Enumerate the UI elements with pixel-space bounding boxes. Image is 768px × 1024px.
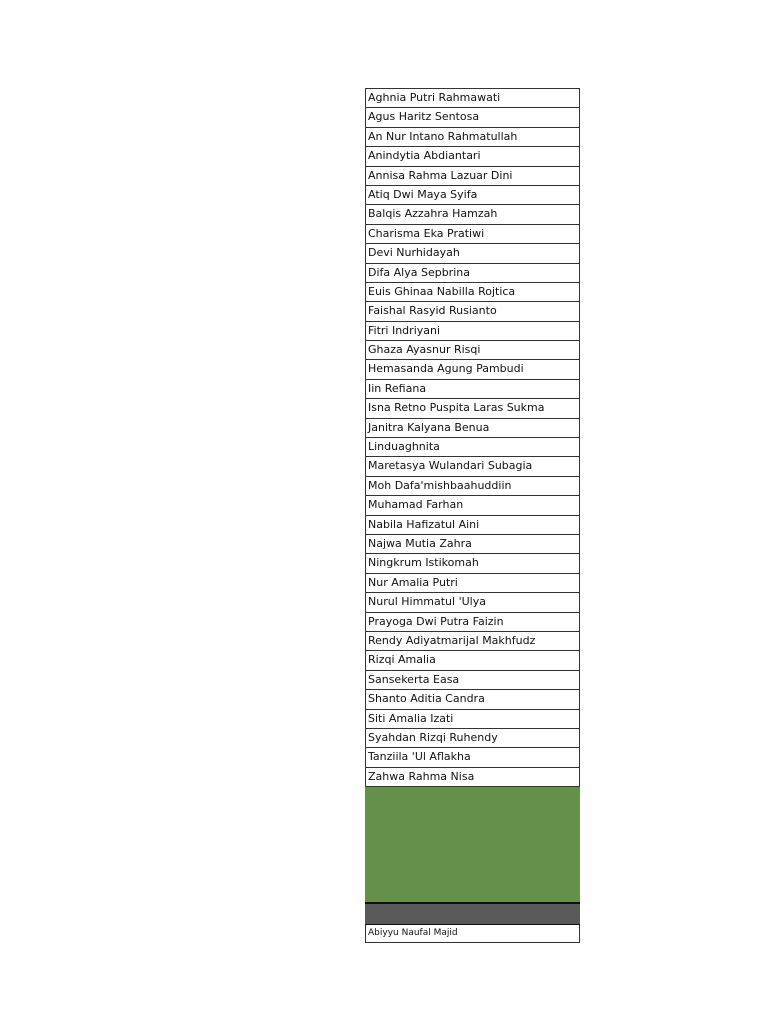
name-row: Janitra Kalyana Benua	[365, 419, 580, 438]
name-row: Rizqi Amalia	[365, 651, 580, 670]
name-row: Faishal Rasyid Rusianto	[365, 302, 580, 321]
name-row: Balqis Azzahra Hamzah	[365, 205, 580, 224]
name-row: Fitri Indriyani	[365, 322, 580, 341]
name-row: Euis Ghinaa Nabilla Rojtica	[365, 283, 580, 302]
name-row: Atiq Dwi Maya Syifa	[365, 186, 580, 205]
name-row: Devi Nurhidayah	[365, 244, 580, 263]
name-row: Siti Amalia Izati	[365, 710, 580, 729]
name-row: Syahdan Rizqi Ruhendy	[365, 729, 580, 748]
name-row: Zahwa Rahma Nisa	[365, 768, 580, 787]
name-table	[365, 88, 580, 943]
name-row: Nurul Himmatul 'Ulya	[365, 593, 580, 612]
name-list	[365, 88, 580, 787]
name-row: Aghnia Putri Rahmawati	[365, 89, 580, 108]
name-row: Shanto Aditia Candra	[365, 690, 580, 709]
name-row: Anindytia Abdiantari	[365, 147, 580, 166]
name-row: Moh Dafa'mishbaahuddiin	[365, 477, 580, 496]
name-row: Muhamad Farhan	[365, 496, 580, 515]
name-row: Rendy Adiyatmarijal Makhfudz	[365, 632, 580, 651]
name-row: Charisma Eka Pratiwi	[365, 225, 580, 244]
dark-band	[365, 904, 580, 925]
name-row: Tanziila 'Ul Aflakha	[365, 748, 580, 767]
green-block	[365, 787, 580, 904]
name-row: An Nur Intano Rahmatullah	[365, 128, 580, 147]
name-row: Annisa Rahma Lazuar Dini	[365, 167, 580, 186]
name-row: Nabila Hafizatul Aini	[365, 516, 580, 535]
name-row: Linduaghnita	[365, 438, 580, 457]
name-row: Maretasya Wulandari Subagia	[365, 457, 580, 476]
name-row: Difa Alya Sepbrina	[365, 264, 580, 283]
footer-name-row: Abiyyu Naufal Majid	[365, 925, 580, 943]
name-row: Ningkrum Istikomah	[365, 554, 580, 573]
name-row: Prayoga Dwi Putra Faizin	[365, 613, 580, 632]
name-row: Hemasanda Agung Pambudi	[365, 360, 580, 379]
name-row: Isna Retno Puspita Laras Sukma	[365, 399, 580, 418]
name-row: Sansekerta Easa	[365, 671, 580, 690]
name-row: Nur Amalia Putri	[365, 574, 580, 593]
name-row: Agus Haritz Sentosa	[365, 108, 580, 127]
name-row: Najwa Mutia Zahra	[365, 535, 580, 554]
name-row: Iin Refiana	[365, 380, 580, 399]
name-row: Ghaza Ayasnur Risqi	[365, 341, 580, 360]
